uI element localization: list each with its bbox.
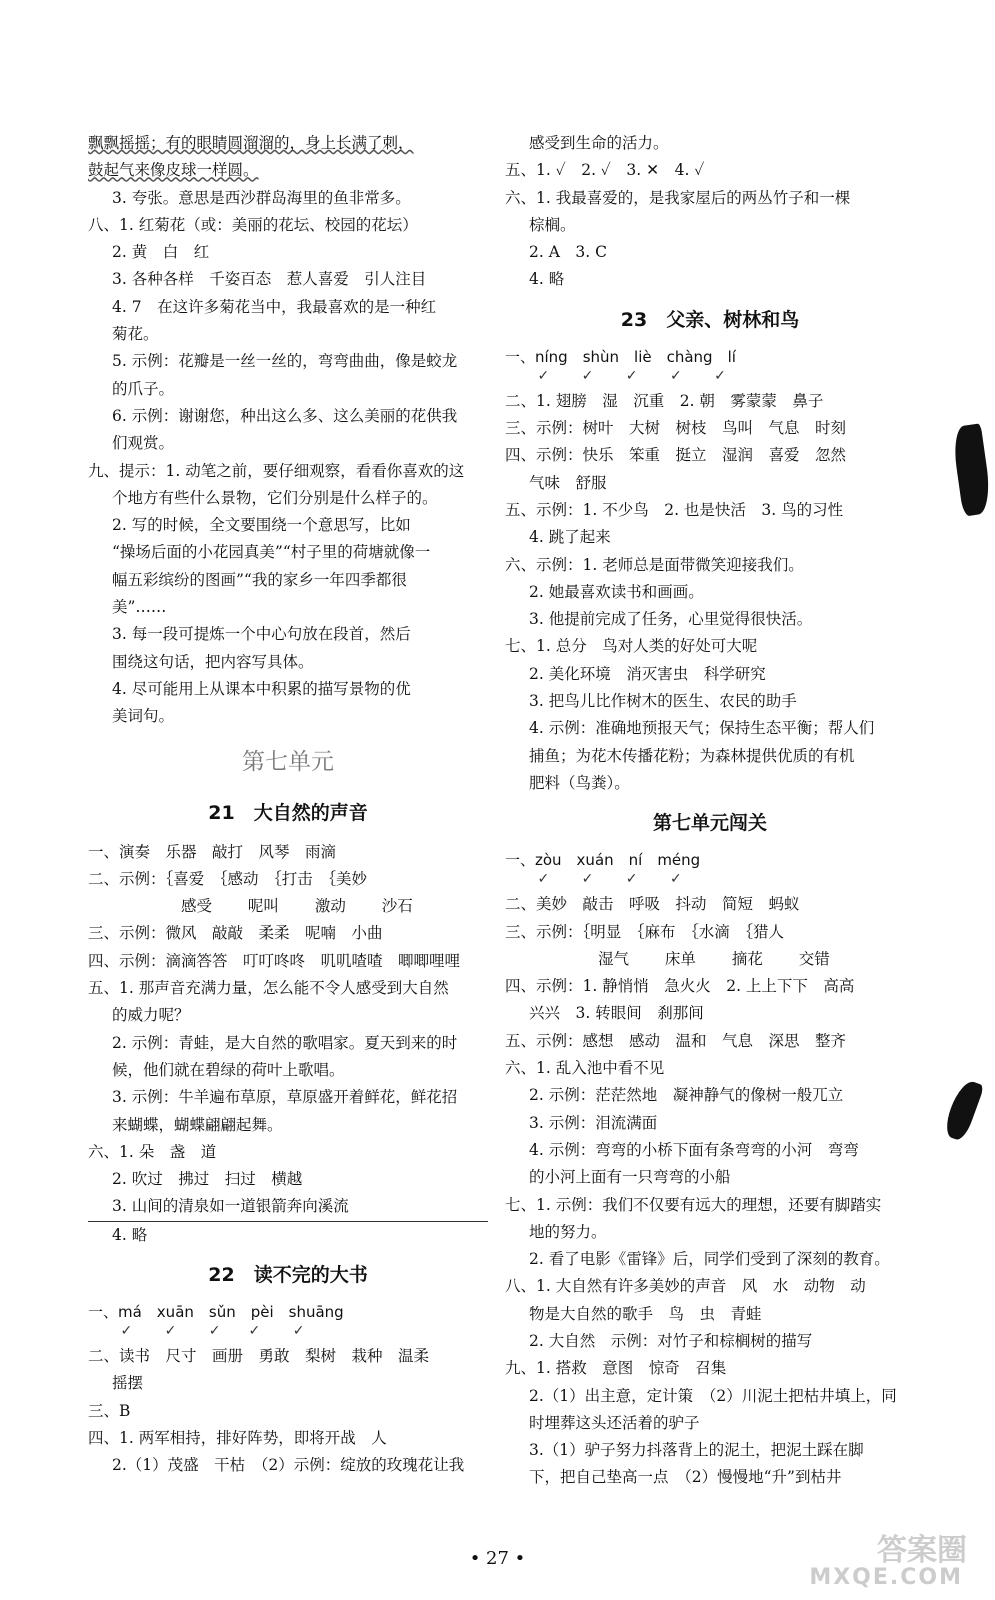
- answer-line: 三、示例：微风 敲敲 柔柔 呢喃 小曲: [88, 924, 383, 943]
- answer-line: 时埋葬这头还活着的驴子: [529, 1413, 700, 1432]
- answer-line: 五、1. ✓ 2. ✓ 3. ✕ 4. ✓: [505, 161, 705, 180]
- answer-line: 鼓起气来像皮球一样圆。: [88, 161, 259, 180]
- answer-line: 4. 略: [529, 270, 565, 289]
- answer-line: 四、示例：快乐 笨重 挺立 湿润 喜爱 忽然: [505, 446, 847, 465]
- answer-line: 九、1. 搭救 意图 惊奇 召集: [505, 1359, 727, 1378]
- answer-line: 3. 示例：牛羊遍布草原，草原盛开着鲜花，鲜花招: [112, 1088, 458, 1107]
- page-number: • 27 •: [469, 1548, 526, 1569]
- right-column: [505, 130, 915, 1492]
- answer-line: 2. 吹过 拂过 扫过 横越: [112, 1170, 303, 1189]
- answer-line: 2.（1）茂盛 干枯 （2）示例：绽放的玫瑰花让我: [112, 1456, 465, 1475]
- answer-line: “操场后面的小花园真美”“村子里的荷塘就像一: [112, 543, 431, 562]
- section-title: 21 大自然的声音: [208, 801, 368, 824]
- answer-line: 九、提示：1. 动笔之前，要仔细观察，看看你喜欢的这: [88, 461, 465, 480]
- answer-line: 美”……: [112, 598, 167, 617]
- answer-line: 的爪子。: [112, 379, 175, 398]
- answer-line: 五、示例：感想 感动 温和 气息 深思 整齐: [505, 1031, 847, 1050]
- answer-line: 4. 跳了起来: [529, 528, 611, 547]
- answer-line: 二、美妙 敲击 呼吸 抖动 简短 蚂蚁: [505, 895, 800, 914]
- answer-line: 八、1. 红菊花（或：美丽的花坛、校园的花坛）: [88, 215, 418, 234]
- pinyin-line: 一、má xuān sǔn pèi shuāng: [88, 1302, 344, 1321]
- answer-line: 六、1. 我最喜爱的，是我家屋后的两丛竹子和一棵: [505, 188, 851, 207]
- answer-line: 二、1. 翅膀 湿 沉重 2. 朝 雾蒙蒙 鼻子: [505, 391, 824, 410]
- answer-line: 兴兴 3. 转眼间 刹那间: [529, 1004, 704, 1023]
- watermark-url: MXQE.COM: [809, 1565, 963, 1590]
- section-title: 第七单元闯关: [652, 812, 767, 835]
- pinyin-line: 一、níng shùn liè chàng lí: [505, 347, 736, 366]
- answer-line: 4. 示例：弯弯的小桥下面有条弯弯的小河 弯弯: [529, 1140, 859, 1159]
- answer-line: 二、示例：｛喜爱 ｛感动 ｛打击 ｛美妙: [88, 869, 368, 888]
- answer-line: 2. 美化环境 消灭害虫 科学研究: [529, 664, 766, 683]
- answer-line: 下，把自己垫高一点 （2）慢慢地“升”到枯井: [529, 1468, 842, 1487]
- answer-line: 2.（1）出主意，定计策 （2）川泥土把枯井填上，同: [529, 1386, 897, 1405]
- answer-line: 四、示例：1. 静悄悄 急火火 2. 上上下下 高高: [505, 977, 855, 996]
- answer-line: 七、1. 总分 鸟对人类的好处可大呢: [505, 637, 758, 656]
- answer-line: 一、演奏 乐器 敲打 风琴 雨滴: [88, 842, 337, 861]
- answer-line: 物是大自然的歌手 鸟 虫 青蛙: [529, 1304, 762, 1323]
- answer-line: 飘飘摇摇；有的眼睛圆溜溜的，身上长满了刺，: [88, 134, 414, 152]
- answer-line: 三、B: [88, 1401, 131, 1420]
- answer-line: 4. 7 在这许多菊花当中，我最喜欢的是一种红: [112, 297, 437, 316]
- answer-line: 感受 呢叫 激动 沙石: [88, 897, 413, 916]
- answer-line: 来蝴蝶，蝴蝶翩翩起舞。: [112, 1115, 283, 1134]
- answer-line: 八、1. 大自然有许多美妙的声音 风 水 动物 动: [505, 1277, 866, 1296]
- scan-blot: [951, 423, 993, 516]
- answer-line: 菊花。: [112, 325, 159, 344]
- answer-line: 2. 看了电影《雷锋》后，同学们受到了深刻的教育。: [529, 1250, 890, 1269]
- answer-line: 3. 每一段可提炼一个中心句放在段首，然后: [112, 625, 411, 644]
- answer-line: 感受到生命的活力。: [529, 134, 669, 152]
- answer-line: 3. 夸张。意思是西沙群岛海里的鱼非常多。: [112, 188, 411, 207]
- answer-line: 2. 写的时候，全文要围绕一个意思写，比如: [112, 516, 411, 535]
- left-column: [88, 130, 488, 1479]
- answer-line: 2. 示例：茫茫然地 凝神静气的像树一般兀立: [529, 1086, 844, 1105]
- answer-line: 四、示例：滴滴答答 叮叮咚咚 叽叽喳喳 唧唧哩哩: [88, 951, 461, 970]
- answer-line: 美词句。: [112, 707, 175, 726]
- check-marks: ✓ ✓ ✓ ✓ ✓: [88, 1322, 305, 1339]
- answer-line: 四、1. 两军相持，排好阵势，即将开战 人: [88, 1428, 387, 1447]
- answer-line: 2. 示例：青蛙，是大自然的歌唱家。夏天到来的时: [112, 1033, 458, 1052]
- answer-line: 2. 大自然 示例：对竹子和棕榈树的描写: [529, 1331, 813, 1350]
- answer-line: 3. 各种各样 千姿百态 惹人喜爱 引人注目: [112, 270, 427, 289]
- check-marks: ✓ ✓ ✓ ✓: [505, 871, 682, 888]
- answer-line: 六、1. 朵 盏 道: [88, 1142, 217, 1161]
- answer-line: 2. 她最喜欢读书和画画。: [529, 582, 704, 601]
- answer-line: 5. 示例：花瓣是一丝一丝的，弯弯曲曲，像是蛟龙: [112, 352, 458, 371]
- answer-line: 棕榈。: [529, 215, 576, 234]
- answer-line: 3. 他提前完成了任务，心里觉得很快活。: [529, 610, 813, 629]
- answer-line: 3. 示例：泪流满面: [529, 1113, 658, 1132]
- pinyin-line: 一、zòu xuán ní méng: [505, 851, 701, 870]
- answer-line: 摇摆: [112, 1374, 144, 1393]
- answer-line: 三、示例：｛明显 ｛麻布 ｛水滴 ｛猎人: [505, 922, 785, 941]
- answer-line: 候，他们就在碧绿的荷叶上歌唱。: [112, 1060, 345, 1079]
- answer-line: 3.（1）驴子努力抖落背上的泥土，把泥土踩在脚: [529, 1441, 864, 1460]
- answer-line: 的小河上面有一只弯弯的小船: [529, 1168, 731, 1187]
- answer-line: 七、1. 示例：我们不仅要有远大的理想，还要有脚踏实: [505, 1195, 882, 1214]
- answer-line: 捕鱼；为花木传播花粉；为森林提供优质的有机: [529, 746, 855, 765]
- watermark-logo: 答案圈: [877, 1533, 967, 1568]
- answer-line: 们观赏。: [112, 434, 175, 453]
- answer-line: 五、1. 那声音充满力量，怎么能不令人感受到大自然: [88, 979, 449, 998]
- unit-heading: 第七单元: [242, 748, 334, 775]
- check-marks: ✓ ✓ ✓ ✓ ✓: [505, 367, 726, 384]
- answer-line: 4. 示例：准确地预报天气；保持生态平衡；帮人们: [529, 719, 875, 738]
- answer-line: 3. 山间的清泉如一道银箭奔向溪流: [88, 1193, 488, 1221]
- pinyin-answer: [88, 1301, 488, 1339]
- answer-line: 五、示例：1. 不少鸟 2. 也是快活 3. 鸟的习性: [505, 500, 844, 519]
- answer-line: 6. 示例：谢谢您，种出这么多、这么美丽的花供我: [112, 406, 458, 425]
- answer-line: 3. 把鸟儿比作树木的医生、农民的助手: [529, 692, 797, 711]
- answer-line: 幅五彩缤纷的图画”“我的家乡一年四季都很: [112, 570, 407, 589]
- section-title: 23 父亲、树林和鸟: [620, 308, 800, 331]
- answer-line: 个地方有些什么景物，它们分别是什么样子的。: [112, 488, 438, 507]
- answer-line: 4. 略: [112, 1225, 148, 1244]
- answer-line: 三、示例：树叶 大树 树枝 鸟叫 气息 时刻: [505, 419, 847, 438]
- section-title: 22 读不完的大书: [208, 1263, 368, 1286]
- answer-line: 4. 尽可能用上从课本中积累的描写景物的优: [112, 679, 411, 698]
- pinyin-answer: [505, 849, 915, 887]
- answer-line: 二、读书 尺寸 画册 勇敢 梨树 栽种 温柔: [88, 1346, 430, 1365]
- answer-line: 地的努力。: [529, 1222, 607, 1241]
- answer-line: 围绕这句话，把内容写具体。: [112, 652, 314, 671]
- answer-line: 六、1. 乱入池中看不见: [505, 1059, 665, 1078]
- answer-line: 2. A 3. C: [529, 243, 607, 262]
- answer-line: 湿气 床单 摘花 交错: [505, 949, 830, 968]
- answer-line: 肥料（鸟粪）。: [529, 773, 630, 792]
- answer-line: 的威力呢？: [112, 1006, 190, 1025]
- answer-line: 气味 舒服: [529, 473, 607, 492]
- scan-blot: [941, 1078, 984, 1143]
- answer-line: 2. 黄 白 红: [112, 243, 210, 262]
- answer-line: 六、示例：1. 老师总是面带微笑迎接我们。: [505, 555, 804, 574]
- pinyin-answer: [505, 346, 915, 384]
